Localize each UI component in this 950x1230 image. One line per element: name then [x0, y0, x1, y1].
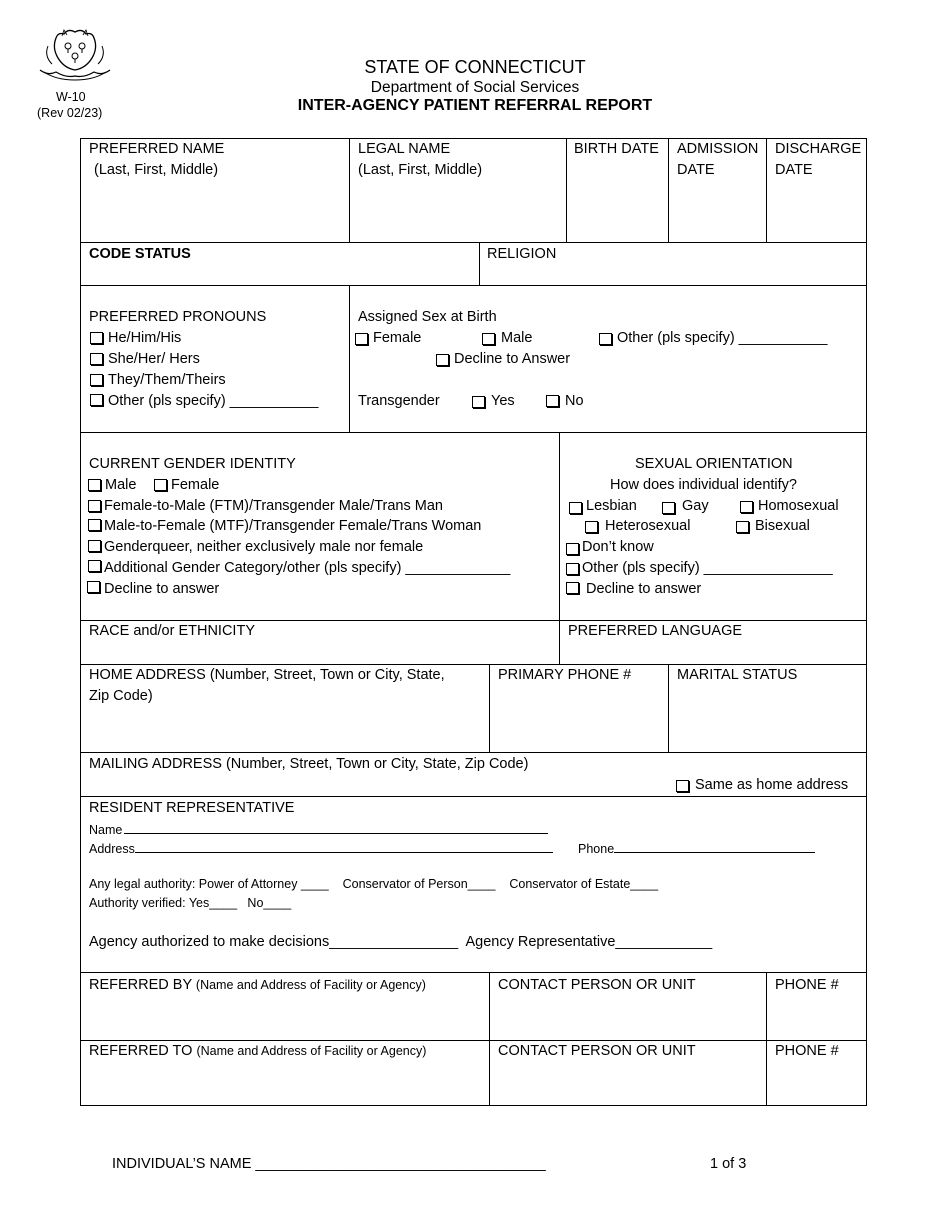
gender-decline-checkbox[interactable]	[87, 581, 100, 593]
admission-date-label-2: DATE	[677, 162, 715, 178]
gender-other-label: Additional Gender Category/other (pls specify) _____________	[104, 560, 511, 576]
orientation-question: How does individual identify?	[610, 477, 797, 493]
pronoun-she-label: She/Her/ Hers	[108, 351, 200, 367]
authority-verified-line: Authority verified: Yes____ No____	[89, 896, 292, 910]
transgender-yes-label: Yes	[491, 393, 515, 409]
orientation-title: SEXUAL ORIENTATION	[635, 456, 793, 472]
pronoun-they-checkbox[interactable]	[90, 374, 103, 386]
language-label: PREFERRED LANGUAGE	[568, 623, 743, 639]
legal-authority-line: Any legal authority: Power of Attorney ____ Conservator of Person____ Conservator of Estate____	[89, 877, 659, 891]
sex-decline-label: Decline to Answer	[454, 351, 571, 367]
gender-identity-title: CURRENT GENDER IDENTITY	[89, 456, 296, 472]
gender-male-label: Male	[105, 477, 137, 493]
same-as-home-checkbox[interactable]	[676, 780, 689, 792]
orientation-gay-checkbox[interactable]	[662, 502, 675, 514]
sex-male-label: Male	[501, 330, 533, 346]
referred-by-contact: CONTACT PERSON OR UNIT	[498, 977, 696, 993]
orientation-bisexual-checkbox[interactable]	[736, 521, 749, 533]
marital-status-label: MARITAL STATUS	[677, 667, 798, 683]
discharge-date-label: DISCHARGE	[775, 141, 862, 157]
referred-to-label: REFERRED TO	[89, 1043, 193, 1059]
department-title: Department of Social Services	[370, 79, 580, 96]
home-address-label: HOME ADDRESS (Number, Street, Town or City, State,	[89, 667, 445, 683]
individual-name-footer: INDIVIDUAL’S NAME ____________________________________	[112, 1156, 546, 1172]
representative-name-field[interactable]	[89, 820, 548, 838]
referred-by-label: REFERRED BY	[89, 977, 192, 993]
sex-other-label: Other (pls specify) ___________	[617, 330, 828, 346]
preferred-name-sub: (Last, First, Middle)	[94, 162, 219, 178]
representative-phone-field[interactable]	[578, 839, 815, 857]
transgender-no-checkbox[interactable]	[546, 395, 559, 407]
religion-label: RELIGION	[487, 246, 557, 262]
primary-phone-label: PRIMARY PHONE #	[498, 667, 632, 683]
referred-by-cell	[89, 977, 426, 994]
transgender-no-label: No	[565, 393, 584, 409]
gender-decline-label: Decline to answer	[104, 581, 220, 597]
orientation-bisexual-label: Bisexual	[755, 518, 810, 534]
gender-mtf-checkbox[interactable]	[88, 519, 101, 531]
transgender-label: Transgender	[358, 393, 440, 409]
legal-name-label: LEGAL NAME	[358, 141, 451, 157]
gender-genderqueer-checkbox[interactable]	[88, 540, 101, 552]
gender-male-checkbox[interactable]	[88, 479, 101, 491]
referred-to-cell	[89, 1043, 426, 1060]
gender-ftm-label: Female-to-Male (FTM)/Transgender Male/Trans Man	[104, 498, 443, 514]
orientation-gay-label: Gay	[682, 498, 709, 514]
orientation-dontknow-label: Don’t know	[582, 539, 654, 555]
representative-address-field[interactable]	[89, 839, 553, 857]
referred-to-sub: (Name and Address of Facility or Agency)	[196, 1044, 427, 1058]
orientation-heterosexual-checkbox[interactable]	[585, 521, 598, 533]
sex-female-label: Female	[373, 330, 422, 346]
pronoun-other-label: Other (pls specify) ___________	[108, 393, 319, 409]
gender-female-label: Female	[171, 477, 220, 493]
race-label: RACE and/or ETHNICITY	[89, 623, 255, 639]
referred-by-sub: (Name and Address of Facility or Agency)	[195, 978, 426, 992]
rep-name-label: Name	[89, 823, 123, 837]
preferred-name-label: PREFERRED NAME	[89, 141, 225, 157]
gender-other-checkbox[interactable]	[88, 560, 101, 572]
pronoun-they-label: They/Them/Theirs	[108, 372, 226, 388]
representative-title: RESIDENT REPRESENTATIVE	[89, 800, 295, 816]
form-title: INTER-AGENCY PATIENT REFERRAL REPORT	[297, 97, 653, 114]
birth-date-label: BIRTH DATE	[574, 141, 659, 157]
orientation-decline-checkbox[interactable]	[566, 582, 579, 594]
same-as-home-label: Same as home address	[695, 777, 849, 793]
home-address-label-2: Zip Code)	[89, 688, 153, 704]
orientation-homosexual-label: Homosexual	[758, 498, 839, 514]
referred-to-phone: PHONE #	[775, 1043, 839, 1059]
orientation-dontknow-checkbox[interactable]	[566, 543, 579, 555]
orientation-other-checkbox[interactable]	[566, 563, 579, 575]
sex-male-checkbox[interactable]	[482, 333, 495, 345]
gender-female-checkbox[interactable]	[154, 479, 167, 491]
page-number: 1 of 3	[710, 1156, 747, 1172]
pronoun-other-checkbox[interactable]	[90, 394, 103, 406]
referred-to-contact: CONTACT PERSON OR UNIT	[498, 1043, 696, 1059]
rep-phone-label: Phone	[578, 842, 615, 856]
orientation-lesbian-checkbox[interactable]	[569, 502, 582, 514]
form-revision: (Rev 02/23)	[37, 106, 103, 120]
pronoun-he-checkbox[interactable]	[90, 332, 103, 344]
transgender-yes-checkbox[interactable]	[472, 396, 485, 408]
sex-other-checkbox[interactable]	[599, 333, 612, 345]
gender-ftm-checkbox[interactable]	[88, 500, 101, 512]
pronoun-she-checkbox[interactable]	[90, 353, 103, 365]
gender-genderqueer-label: Genderqueer, neither exclusively male nor female	[104, 539, 424, 555]
pronoun-he-label: He/Him/His	[108, 330, 182, 346]
form-number: W-10	[56, 90, 86, 104]
sex-decline-checkbox[interactable]	[436, 354, 449, 366]
pronouns-title: PREFERRED PRONOUNS	[89, 309, 267, 325]
discharge-date-label-2: DATE	[775, 162, 813, 178]
orientation-lesbian-label: Lesbian	[586, 498, 637, 514]
orientation-other-label: Other (pls specify) ________________	[582, 560, 833, 576]
admission-date-label: ADMISSION	[677, 141, 759, 157]
code-status-label: CODE STATUS	[89, 246, 191, 262]
state-seal-icon	[36, 26, 114, 86]
orientation-decline-label: Decline to answer	[586, 581, 702, 597]
rep-address-label: Address	[89, 842, 135, 856]
sex-female-checkbox[interactable]	[355, 333, 368, 345]
orientation-homosexual-checkbox[interactable]	[740, 501, 753, 513]
sex-at-birth-title: Assigned Sex at Birth	[358, 309, 497, 325]
gender-mtf-label: Male-to-Female (MTF)/Transgender Female/Trans Woman	[104, 518, 482, 534]
orientation-heterosexual-label: Heterosexual	[605, 518, 691, 534]
mailing-address-label: MAILING ADDRESS (Number, Street, Town or City, State, Zip Code)	[89, 756, 529, 772]
referred-by-phone: PHONE #	[775, 977, 839, 993]
state-title: STATE OF CONNECTICUT	[364, 57, 586, 77]
legal-name-sub: (Last, First, Middle)	[358, 162, 483, 178]
agency-authorized-line: Agency authorized to make decisions________________ Agency Representative____________	[89, 934, 713, 950]
